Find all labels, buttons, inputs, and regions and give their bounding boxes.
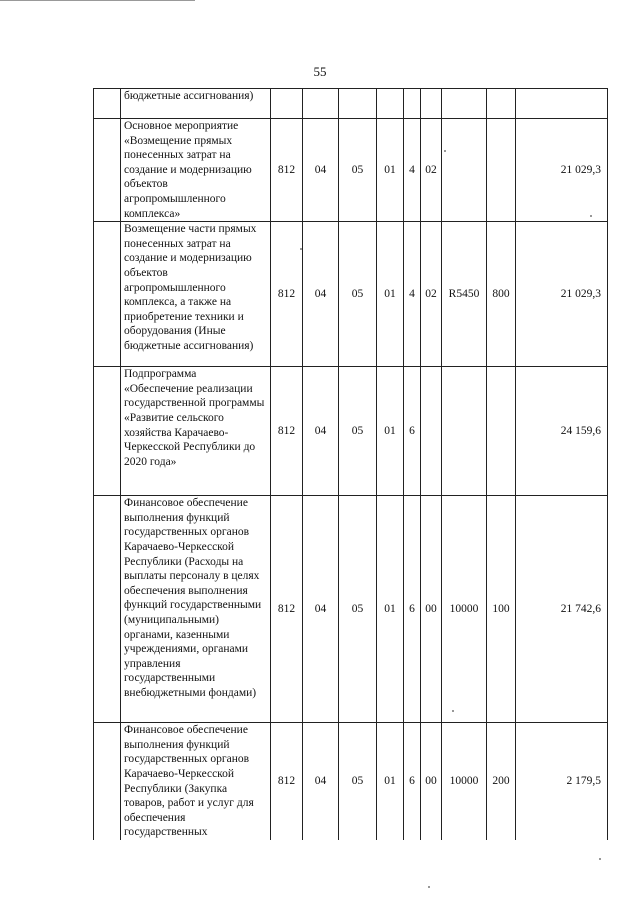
table-row bbox=[94, 367, 608, 496]
row-amount-cell: 21 742,6 bbox=[516, 496, 608, 723]
row-pr-cell: 05 bbox=[339, 496, 377, 723]
table-row bbox=[94, 119, 608, 222]
scan-artifact-line bbox=[0, 0, 195, 1]
row-grbs-cell: 812 bbox=[271, 367, 303, 496]
row-dir-cell bbox=[442, 367, 487, 496]
scan-speck bbox=[590, 215, 592, 217]
row-vr-cell bbox=[487, 367, 516, 496]
row-pp-cell: 4 bbox=[404, 222, 421, 367]
row-gp-cell: 01 bbox=[377, 222, 404, 367]
row-dir-cell bbox=[442, 119, 487, 222]
page-number: 55 bbox=[313, 64, 327, 79]
row-grbs-cell bbox=[271, 89, 303, 119]
row-vr-cell bbox=[487, 119, 516, 222]
row-om-cell: 02 bbox=[421, 119, 442, 222]
row-gp-cell: 01 bbox=[377, 367, 404, 496]
row-pr-cell bbox=[339, 89, 377, 119]
row-pp-cell: 6 bbox=[404, 723, 421, 840]
row-grbs-cell: 812 bbox=[271, 723, 303, 840]
row-rz-cell: 04 bbox=[303, 222, 339, 367]
row-pp-cell bbox=[404, 89, 421, 119]
row-rz-cell bbox=[303, 89, 339, 119]
row-name-cell: Возмещение части прямых понесенных затрат на создание и модернизацию объектов агропромышленного комплекса, а также на приобретение техники и оборудования (Иные бюджетные ассигнования) bbox=[121, 222, 271, 367]
table-row bbox=[94, 222, 608, 367]
scan-speck bbox=[599, 858, 601, 860]
row-pr-cell: 05 bbox=[339, 222, 377, 367]
row-pr-cell: 05 bbox=[339, 119, 377, 222]
row-amount-cell bbox=[516, 89, 608, 119]
row-om-cell: 02 bbox=[421, 222, 442, 367]
row-amount-cell: 21 029,3 bbox=[516, 222, 608, 367]
table-row bbox=[94, 723, 608, 840]
row-dir-cell: 10000 bbox=[442, 496, 487, 723]
row-index-cell bbox=[94, 222, 121, 367]
row-om-cell: 00 bbox=[421, 723, 442, 840]
row-index-cell bbox=[94, 723, 121, 840]
row-index-cell bbox=[94, 89, 121, 119]
row-dir-cell: R5450 bbox=[442, 222, 487, 367]
row-dir-cell bbox=[442, 89, 487, 119]
row-om-cell bbox=[421, 367, 442, 496]
row-rz-cell: 04 bbox=[303, 119, 339, 222]
row-gp-cell: 01 bbox=[377, 723, 404, 840]
row-grbs-cell: 812 bbox=[271, 222, 303, 367]
row-index-cell bbox=[94, 119, 121, 222]
budget-table bbox=[93, 88, 608, 840]
row-gp-cell: 01 bbox=[377, 119, 404, 222]
row-pr-cell: 05 bbox=[339, 723, 377, 840]
row-pp-cell: 6 bbox=[404, 496, 421, 723]
row-grbs-cell: 812 bbox=[271, 496, 303, 723]
row-amount-cell: 24 159,6 bbox=[516, 367, 608, 496]
table-row bbox=[94, 496, 608, 723]
row-pp-cell: 6 bbox=[404, 367, 421, 496]
row-grbs-cell: 812 bbox=[271, 119, 303, 222]
row-name-cell: Финансовое обеспечение выполнения функций государственных органов Карачаево-Черкесской Республики (Закупка товаров, работ и услуг для обеспечения государственных bbox=[121, 723, 271, 840]
row-rz-cell: 04 bbox=[303, 367, 339, 496]
row-name-cell: Финансовое обеспечение выполнения функций государственных органов Карачаево-Черкесской Республики (Расходы на выплаты персоналу в целях обеспечения выполнения функций государственными (муниципальными) органами, казенными учреждениями, органами управления государственными внебюджетными фондами) bbox=[121, 496, 271, 723]
table-row bbox=[94, 89, 608, 119]
row-om-cell: 00 bbox=[421, 496, 442, 723]
scan-speck bbox=[444, 150, 446, 152]
row-name-cell: Основное мероприятие «Возмещение прямых понесенных затрат на создание и модернизацию объектов агропромышленного комплекса» bbox=[121, 119, 271, 222]
row-rz-cell: 04 bbox=[303, 496, 339, 723]
row-index-cell bbox=[94, 367, 121, 496]
row-om-cell bbox=[421, 89, 442, 119]
row-vr-cell: 800 bbox=[487, 222, 516, 367]
scan-speck bbox=[300, 248, 302, 250]
row-vr-cell bbox=[487, 89, 516, 119]
row-gp-cell: 01 bbox=[377, 496, 404, 723]
row-name-cell: Подпрограмма «Обеспечение реализации государственной программы «Развитие сельского хозяйства Карачаево-Черкесской Республики до 2020 года» bbox=[121, 367, 271, 496]
scan-speck bbox=[452, 710, 454, 712]
row-name-cell: бюджетные ассигнования) bbox=[121, 89, 271, 119]
row-vr-cell: 200 bbox=[487, 723, 516, 840]
row-gp-cell bbox=[377, 89, 404, 119]
row-index-cell bbox=[94, 496, 121, 723]
row-amount-cell: 21 029,3 bbox=[516, 119, 608, 222]
row-rz-cell: 04 bbox=[303, 723, 339, 840]
row-dir-cell: 10000 bbox=[442, 723, 487, 840]
row-pp-cell: 4 bbox=[404, 119, 421, 222]
scan-speck bbox=[428, 886, 430, 888]
row-amount-cell: 2 179,5 bbox=[516, 723, 608, 840]
row-vr-cell: 100 bbox=[487, 496, 516, 723]
row-pr-cell: 05 bbox=[339, 367, 377, 496]
